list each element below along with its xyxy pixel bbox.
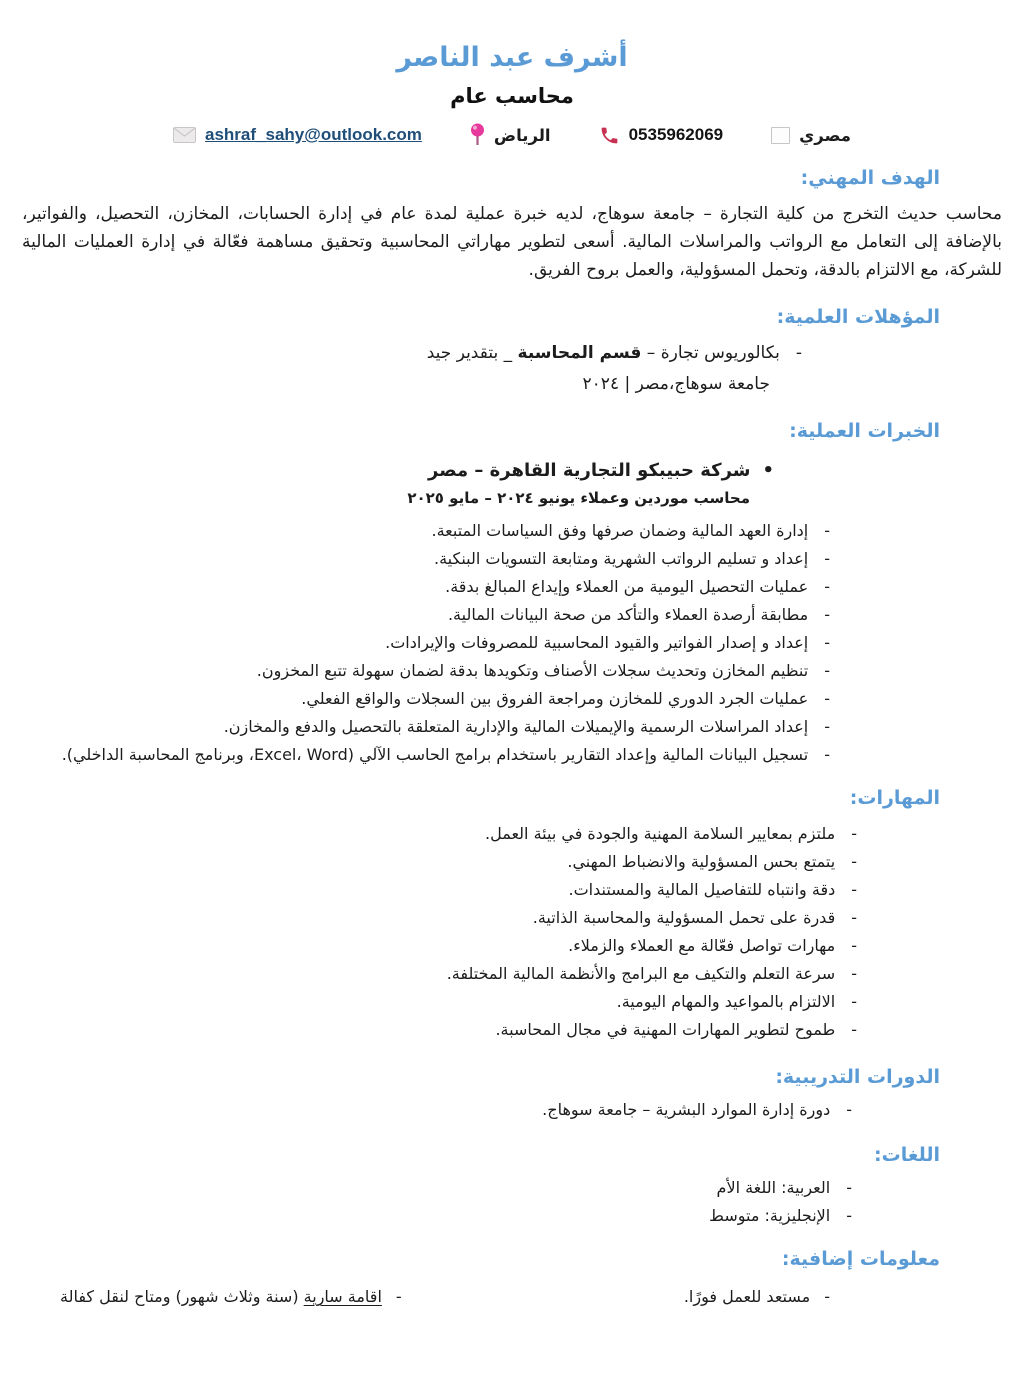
skills-heading: المهارات: [849, 787, 940, 809]
responsibility-item [22, 685, 830, 713]
dash-bullet: - [824, 689, 830, 708]
dash-bullet: - [824, 633, 830, 652]
iqama-underlined-text: اقامة سارية [303, 1287, 382, 1306]
dash-bullet: - [824, 577, 830, 596]
contact-phone [599, 125, 724, 146]
dash-bullet: - [851, 936, 857, 955]
dash-bullet: - [851, 852, 857, 871]
dash-bullet: - [851, 964, 857, 983]
skill-item [22, 848, 857, 876]
dash-bullet: - [824, 1287, 830, 1306]
skill-item [22, 1016, 857, 1044]
education-university-line: جامعة سوهاج،مصر | ٢٠٢٤ [582, 374, 770, 394]
responsibility-text: إعداد المراسلات الرسمية والإيميلات المالية والإدارية المتعلقة بالتحصيل والدفع والمخازن. [223, 717, 809, 736]
skill-text: مهارات تواصل فعّالة مع العملاء والزملاء. [568, 936, 836, 955]
additional-item-ready [684, 1283, 830, 1311]
responsibility-item [22, 601, 830, 629]
responsibility-text: عمليات الجرد الدوري للمخازن ومراجعة الفروق بين السجلات والواقع الفعلي. [301, 689, 809, 708]
contact-row [22, 123, 1002, 147]
cv-job-title: محاسب عام [450, 84, 574, 108]
language-text: الإنجليزية: متوسط [709, 1206, 831, 1225]
objective-text: محاسب حديث التخرج من كلية التجارة – جامعة سوهاج، لديه خبرة عملية لمدة عام في إدارة الحسابات، المخازن، التحصيل، والفواتير، بالإضافة إلى التعامل مع الرواتب والمراسلات المالية. أسعى لتطوير مهاراتي المحاسبية وتحقيق مساهمة فعّالة في إدارة العمليات المالية للشركة، مع الالتزام بالدقة، وتحمل المسؤولية، والعمل بروح الفريق. [22, 204, 1002, 280]
skill-item [22, 820, 857, 848]
language-item [22, 1202, 852, 1230]
skill-text: دقة وانتباه للتفاصيل المالية والمستندات. [568, 880, 836, 899]
degree-text [427, 339, 780, 367]
responsibility-text: تنظيم المخازن وتحديث سجلات الأصناف وتكويدها بدقة لضمان سهولة تتبع المخزون. [256, 661, 809, 680]
responsibility-item [22, 657, 830, 685]
skill-item [22, 960, 857, 988]
education-degree-line [22, 339, 802, 367]
dash-bullet: - [851, 880, 857, 899]
ready-text: مستعد للعمل فورًا. [683, 1287, 811, 1306]
language-text: العربية: اللغة الأم [716, 1178, 831, 1197]
contact-city [470, 123, 551, 147]
company-line [22, 457, 774, 485]
dash-bullet: - [824, 549, 830, 568]
experience-role-line: محاسب موردين وعملاء يونيو ٢٠٢٤ – مايو ٢٠٢٥ [407, 489, 750, 507]
responsibility-text: تسجيل البيانات المالية وإعداد التقارير باستخدام برامج الحاسب الآلي (Excel، Word، وبرنامج المحاسبة الداخلي). [61, 745, 809, 764]
checkbox-icon [771, 127, 790, 144]
dash-bullet: - [851, 908, 857, 927]
contact-nationality [771, 126, 851, 145]
responsibility-text: عمليات التحصيل اليومية من العملاء وإيداع المبالغ بدقة. [445, 577, 809, 596]
experience-heading: الخبرات العملية: [789, 420, 940, 442]
dash-bullet: - [846, 1100, 852, 1119]
responsibility-text: إعداد و إصدار الفواتير والقيود المحاسبية للمصروفات والإيرادات. [385, 633, 809, 652]
degree-prefix-text: بكالوريوس تجارة – [641, 343, 780, 363]
cv-name: أشرف عبد الناصر [396, 42, 628, 73]
contact-email [173, 125, 422, 145]
responsibility-text: مطابقة أرصدة العملاء والتأكد من صحة البيانات المالية. [447, 605, 809, 624]
languages-list [22, 1174, 852, 1230]
company-name: شركة حبيبكو التجارية القاهرة – مصر [428, 460, 751, 481]
dash-bullet: - [824, 717, 830, 736]
dash-bullet: - [824, 521, 830, 540]
dash-bullet: - [824, 745, 830, 764]
city-label: الرياض [493, 125, 551, 145]
skill-text: سرعة التعلم والتكيف مع البرامج والأنظمة المالية المختلفة. [446, 964, 836, 983]
dash-bullet: - [851, 1020, 857, 1039]
skill-item [22, 932, 857, 960]
dash-bullet: - [795, 343, 802, 363]
dash-bullet: - [846, 1206, 852, 1225]
additional-heading: معلومات إضافية: [781, 1248, 940, 1270]
dash-bullet: - [846, 1178, 852, 1197]
responsibility-item [22, 517, 830, 545]
responsibility-item [22, 713, 830, 741]
objective-heading: الهدف المهني: [800, 167, 940, 189]
skill-text: يتمتع بحس المسؤولية والانضباط المهني. [567, 852, 836, 871]
dash-bullet: - [851, 824, 857, 843]
email-link[interactable]: ashraf_sahy@outlook.com [205, 125, 422, 144]
dash-bullet: - [395, 1287, 402, 1306]
courses-heading: الدورات التدريبية: [775, 1066, 940, 1088]
responsibility-item [22, 545, 830, 573]
dash-bullet: - [824, 661, 830, 680]
additional-row [22, 1283, 1002, 1311]
responsibility-text: إدارة العهد المالية وضمان صرفها وفق السياسات المتبعة. [431, 521, 809, 540]
bullet-dot-icon: • [762, 460, 774, 481]
degree-suffix-text: _ بتقدير جيد [426, 343, 518, 363]
skill-item [22, 904, 857, 932]
responsibility-item [22, 741, 830, 769]
skill-item [22, 988, 857, 1016]
nationality-label: مصري [799, 125, 851, 145]
degree-bold-text: قسم المحاسبة [517, 343, 642, 363]
phone-icon [599, 125, 620, 146]
skill-text: الالتزام بالمواعيد والمهام اليومية. [616, 992, 836, 1011]
skill-text: ملتزم بمعايير السلامة المهنية والجودة في بيئة العمل. [485, 824, 836, 843]
responsibilities-list [22, 517, 830, 769]
course-text: دورة إدارة الموارد البشرية – جامعة سوهاج. [542, 1100, 831, 1119]
course-item [22, 1096, 852, 1124]
language-item [22, 1174, 852, 1202]
envelope-icon [173, 127, 196, 143]
skill-text: قدرة على تحمل المسؤولية والمحاسبة الذاتية. [532, 908, 836, 927]
education-heading: المؤهلات العلمية: [776, 306, 940, 328]
responsibility-text: إعداد و تسليم الرواتب الشهرية ومتابعة التسويات البنكية. [433, 549, 809, 568]
additional-item-iqama [60, 1283, 402, 1311]
phone-number: 0535962069 [628, 125, 724, 144]
iqama-text [60, 1283, 382, 1311]
skills-list [22, 820, 857, 1044]
languages-heading: اللغات: [874, 1144, 940, 1166]
dash-bullet: - [851, 992, 857, 1011]
iqama-rest-text: (سنة وثلاث شهور) ومتاح لنقل كفالة [60, 1287, 304, 1306]
courses-list [22, 1096, 852, 1124]
dash-bullet: - [824, 605, 830, 624]
skill-text: طموح لتطوير المهارات المهنية في مجال المحاسبة. [495, 1020, 836, 1039]
responsibility-item [22, 573, 830, 601]
responsibility-item [22, 629, 830, 657]
pin-icon [470, 123, 485, 147]
skill-item [22, 876, 857, 904]
